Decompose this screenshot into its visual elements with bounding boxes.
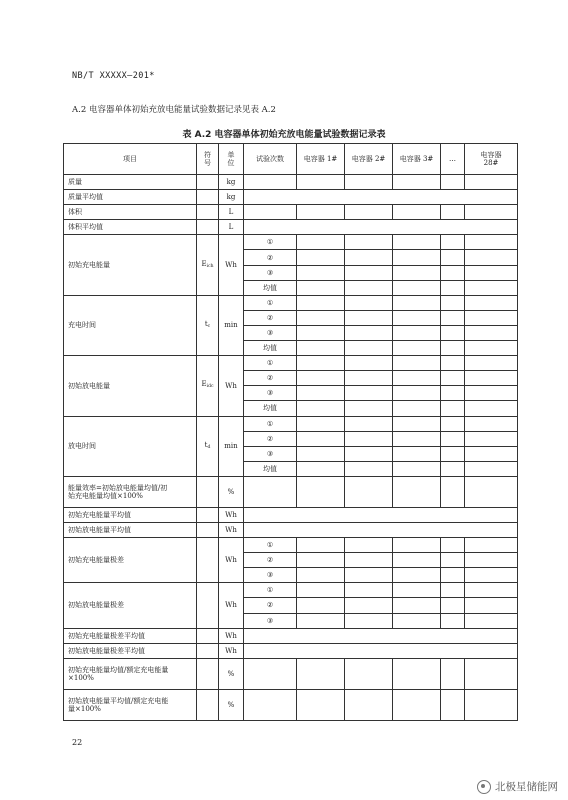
row-unit: % — [219, 689, 244, 720]
row-unit: Wh — [219, 643, 244, 658]
table-row — [64, 643, 518, 658]
row-unit: % — [219, 658, 244, 689]
row-symbol: $E_{idc}$ — [197, 356, 219, 416]
header-cap2: 电容器 2# — [345, 144, 393, 175]
test-marker: ① — [244, 538, 297, 553]
row-label: 初始放电能量极差平均值 — [64, 643, 197, 658]
watermark-text: 北极星储能网 — [495, 781, 558, 793]
header-ellipsis: … — [441, 144, 465, 175]
header-item: 项目 — [64, 144, 197, 175]
test-marker: ① — [244, 356, 297, 371]
row-unit: kg — [219, 190, 244, 205]
row-unit: L — [219, 220, 244, 235]
table-row — [64, 538, 518, 553]
row-unit: Wh — [219, 628, 244, 643]
row-unit: Wh — [219, 235, 244, 295]
test-marker: ① — [244, 416, 297, 431]
page-number: 22 — [72, 738, 83, 747]
row-unit: Wh — [219, 356, 244, 416]
test-marker: 均值 — [244, 401, 297, 416]
row-unit: min — [219, 295, 244, 355]
row-unit: kg — [219, 175, 244, 190]
table-row — [64, 356, 518, 371]
header-symbol: 符 号 — [197, 144, 219, 175]
row-label: 初始放电能量平均值/额定充电能 量×100% — [64, 689, 197, 720]
header-tests: 试验次数 — [244, 144, 297, 175]
row-label: 初始放电能量极差 — [64, 583, 197, 628]
test-marker: 均值 — [244, 280, 297, 295]
row-label: 充电时间 — [64, 295, 197, 355]
row-unit: Wh — [219, 522, 244, 537]
table-row — [64, 220, 518, 235]
test-marker: ③ — [244, 325, 297, 340]
row-label: 能量效率=初始放电能量均值/初 始充电能量均值×100% — [64, 476, 197, 507]
row-unit: Wh — [219, 507, 244, 522]
row-label: 质量平均值 — [64, 190, 197, 205]
table-row — [64, 416, 518, 431]
row-label: 初始放电能量 — [64, 356, 197, 416]
test-marker: ② — [244, 431, 297, 446]
table-row — [64, 235, 518, 250]
row-unit: L — [219, 205, 244, 220]
table-header — [64, 144, 518, 175]
test-marker: 均值 — [244, 341, 297, 356]
test-marker: ② — [244, 250, 297, 265]
header-unit: 单 位 — [219, 144, 244, 175]
row-symbol: $t_d$ — [197, 416, 219, 476]
row-unit: min — [219, 416, 244, 476]
test-marker: 均值 — [244, 461, 297, 476]
table-row — [64, 583, 518, 598]
watermark — [477, 779, 558, 794]
table-row — [64, 658, 518, 689]
test-marker: ① — [244, 583, 297, 598]
table-row — [64, 628, 518, 643]
test-marker: ① — [244, 295, 297, 310]
test-marker: ② — [244, 598, 297, 613]
row-label: 初始充电能量平均值 — [64, 507, 197, 522]
row-label: 体积平均值 — [64, 220, 197, 235]
table-row — [64, 507, 518, 522]
row-label: 初始放电能量平均值 — [64, 522, 197, 537]
table-row — [64, 190, 518, 205]
table-row — [64, 476, 518, 507]
test-marker: ② — [244, 553, 297, 568]
row-label: 初始充电能量 — [64, 235, 197, 295]
wechat-icon — [477, 780, 491, 794]
row-label: 初始充电能量极差 — [64, 538, 197, 583]
record-table — [63, 143, 518, 721]
test-marker: ③ — [244, 386, 297, 401]
row-unit: Wh — [219, 583, 244, 628]
test-marker: ② — [244, 310, 297, 325]
row-label: 质量 — [64, 175, 197, 190]
test-marker: ③ — [244, 568, 297, 583]
row-label: 放电时间 — [64, 416, 197, 476]
row-label: 体积 — [64, 205, 197, 220]
test-marker: ③ — [244, 613, 297, 628]
test-marker: ③ — [244, 446, 297, 461]
table-row — [64, 689, 518, 720]
test-marker: ③ — [244, 265, 297, 280]
table-row — [64, 522, 518, 537]
header-cap1: 电容器 1# — [297, 144, 345, 175]
table-row — [64, 175, 518, 190]
row-label: 初始充电能量均值/额定充电能量 ×100% — [64, 658, 197, 689]
table-row — [64, 295, 518, 310]
test-marker: ① — [244, 235, 297, 250]
row-unit: % — [219, 476, 244, 507]
row-label: 初始充电能量极差平均值 — [64, 628, 197, 643]
header-cap3: 电容器 3# — [393, 144, 441, 175]
table-caption: 表 A.2 电容器单体初始充放电能量试验数据记录表 — [182, 130, 386, 140]
standard-number: NB/T XXXXX—201* — [72, 71, 155, 81]
table-row — [64, 205, 518, 220]
section-intro: A.2 电容器单体初始充放电能量试验数据记录见表 A.2 — [72, 105, 276, 115]
row-symbol: $t_c$ — [197, 295, 219, 355]
header-cap28: 电容器 28# — [465, 144, 518, 175]
row-symbol: $E_{ich}$ — [197, 235, 219, 295]
row-unit: Wh — [219, 538, 244, 583]
test-marker: ② — [244, 371, 297, 386]
